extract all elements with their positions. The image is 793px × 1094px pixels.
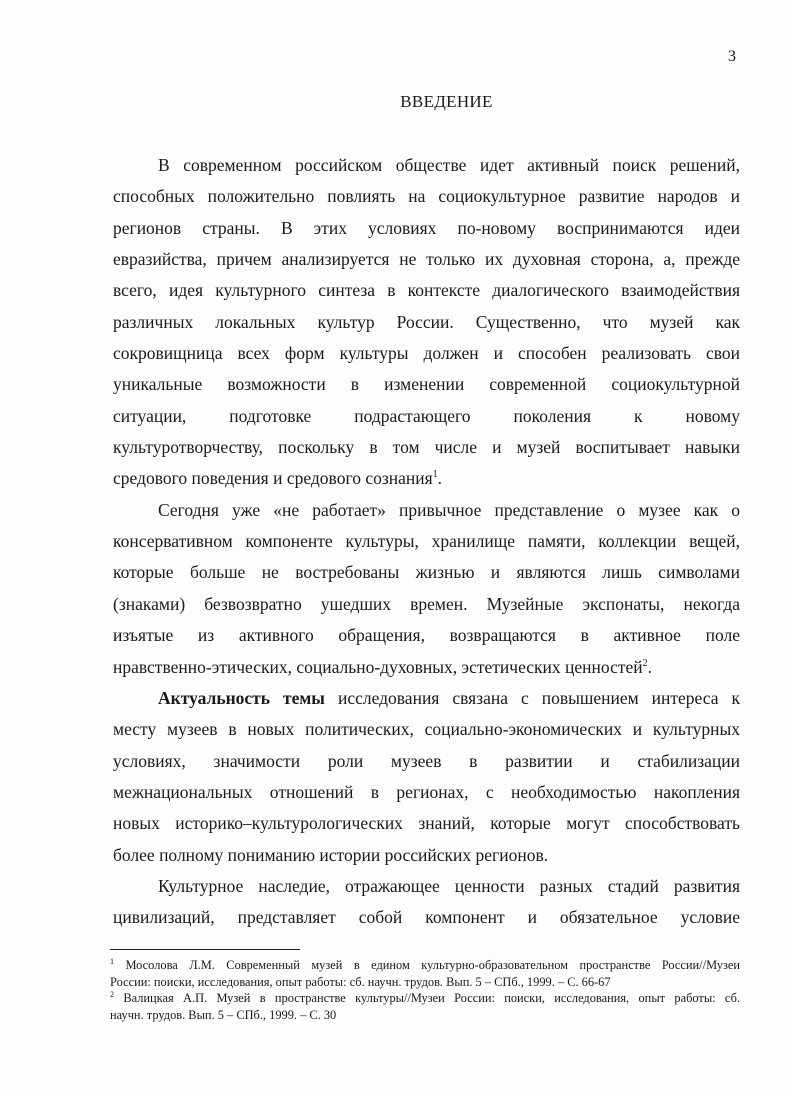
footnotes [110,957,740,1023]
text-fragment: исследования связана с повышением интереса к [324,687,740,708]
text-fragment: Мосолова Л.М. Современный музей в едином культурно-образовательном пространстве России//Музеи [125,958,740,972]
footnote-number: 2 [110,989,114,999]
footnote-divider [110,949,300,950]
text-line: более полному пониманию истории российских регионов. [113,844,549,865]
text-line: уникальные возможности в изменении современной социокультурной [113,374,740,395]
text-line: евразийства, причем анализируется не только их духовная сторона, а, прежде [113,249,740,270]
text-fragment: нравственно-этических, социально-духовных, эстетических ценностей [113,656,643,677]
footnote-line [110,957,740,974]
text-line: месту музеев в новых политических, социально-экономических и культурных [113,719,740,740]
text-line: В современном российском обществе идет активный поиск решений, [158,155,740,175]
text-fragment: Валицкая А.П. Музей в пространстве культуры//Музеи России: поиски, исследования, опыт работы: сб. [123,991,740,1005]
page-number: 3 [728,48,736,65]
text-fragment: средового поведения и средового сознания [113,468,433,489]
section-title: ВВЕДЕНИЕ [400,92,493,111]
text-line: которые больше не востребованы жизнью и являются лишь символами [113,562,740,583]
text-line: различных локальных культур России. Существенно, что музей как [113,311,740,332]
text-line: ситуации, подготовке подрастающего поколения к новому [113,405,740,426]
text-line: всего, идея культурного синтеза в контексте диалогического взаимодействия [113,280,740,301]
text-line [113,683,740,714]
text-line: Сегодня уже «не работает» привычное представление о музее как о [158,499,740,520]
text-line: регионов страны. В этих условиях по-новому воспринимаются идеи [113,217,740,238]
bold-lead: Актуальность темы [158,687,325,708]
text-line: культуротворчеству, поскольку в том числе и музей воспитывает навыки [113,437,740,458]
text-line: цивилизаций, представляет собой компонент и обязательное условие [113,907,740,928]
footnote-ref: 2 [642,657,648,669]
text-line: способных положительно повлиять на социокультурное развитие народов и [113,186,740,207]
footnote-line [110,990,740,1007]
footnote-number: 1 [110,956,114,966]
text-line: изъятые из активного обращения, возвращаются в активное поле [113,625,740,646]
footnote-ref: 1 [432,469,438,481]
body-text [113,150,740,934]
text-line: новых историко–культурологических знаний, которые могут способствовать [113,813,740,834]
text-line: консервативном компоненте культуры, хранилище памяти, коллекции вещей, [113,531,740,552]
text-line: Культурное наследие, отражающее ценности разных стадий развития [158,875,740,896]
text-line: условиях, значимости роли музеев в развитии и стабилизации [113,750,740,771]
footnote-line: научн. трудов. Вып. 5 – СПб., 1999. – С. 30 [110,1007,337,1022]
footnote-line: России: поиски, исследования, опыт работы: сб. научн. трудов. Вып. 5 – СПб., 1999. – С. 66-67 [110,974,611,989]
text-line: нравственно-этических, социально-духовных, эстетических ценностей$^2$. [113,656,652,677]
text-line: средового поведения и средового сознания$^1$. [113,468,443,489]
text-line: межнациональных отношений в регионах, с необходимостью накопления [113,781,740,802]
text-line: сокровищница всех форм культуры должен и способен реализовать свои [113,343,740,364]
text-line: (знаками) безвозвратно ушедших времен. Музейные экспонаты, некогда [113,593,740,614]
